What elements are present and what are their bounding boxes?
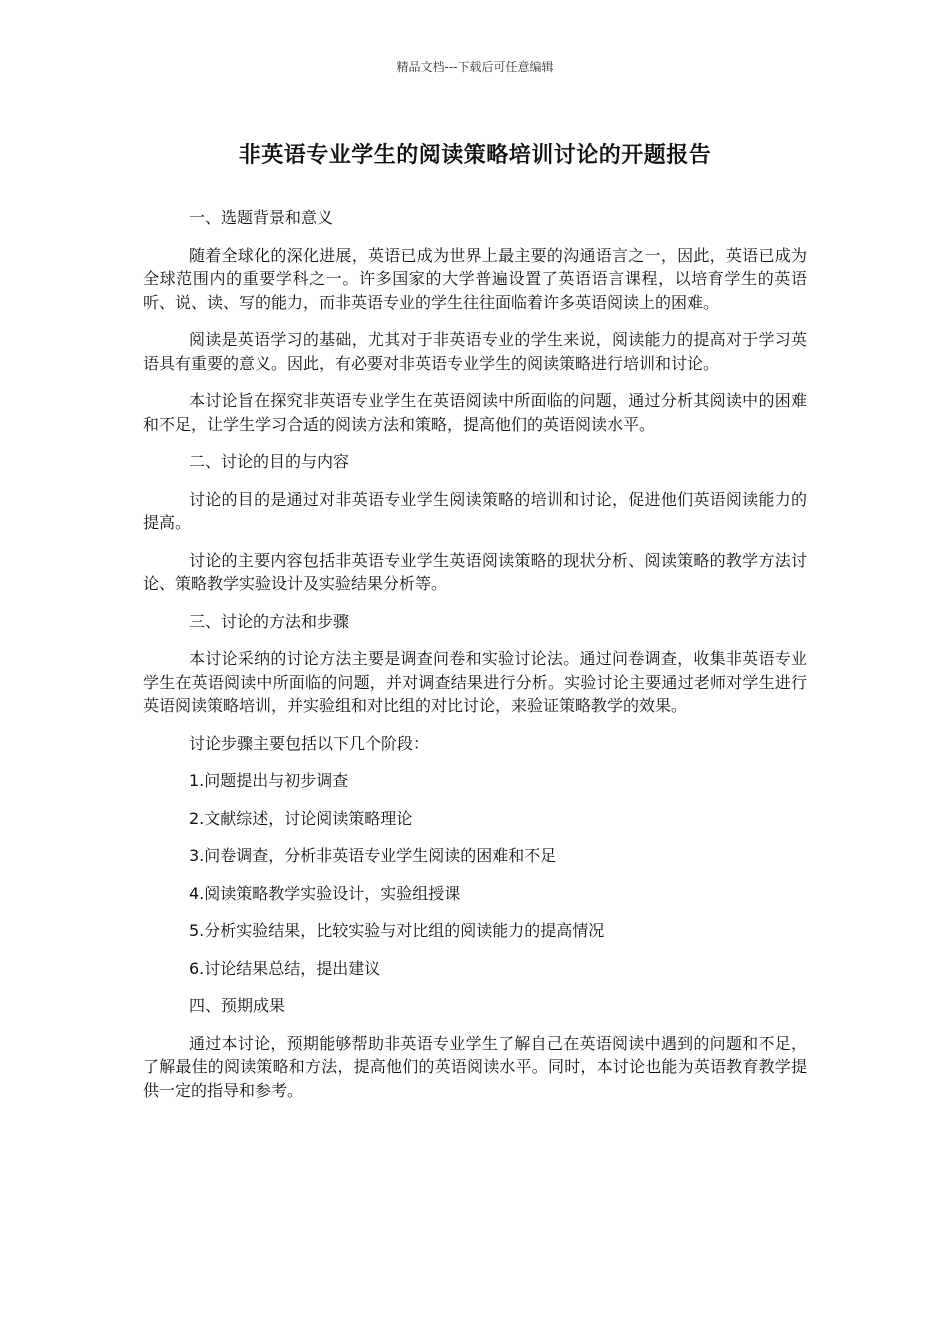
paragraph: 讨论的目的是通过对非英语专业学生阅读策略的培训和讨论，促进他们英语阅读能力的提高。	[143, 489, 807, 532]
section-methods	[143, 610, 807, 981]
section-heading: 三、讨论的方法和步骤	[189, 611, 350, 631]
document-body	[143, 206, 807, 1116]
document-title: 非英语专业学生的阅读策略培训讨论的开题报告	[238, 143, 712, 168]
paragraph: 通过本讨论，预期能够帮助非英语专业学生了解自己在英语阅读中遇到的问题和不足，了解最佳的阅读策略和方法，提高他们的英语阅读水平。同时，本讨论也能为英语教育教学提供一定的指导和参考。	[143, 1033, 807, 1100]
header-note: 精品文档---下载后可任意编辑	[396, 60, 554, 74]
step-item: 3.问卷调查，分析非英语专业学生阅读的困难和不足	[189, 846, 557, 865]
paragraph: 本讨论采纳的讨论方法主要是调查问卷和实验讨论法。通过问卷调查，收集非英语专业学生在英语阅读中所面临的问题，并对调查结果进行分析。实验讨论主要通过老师对学生进行英语阅读策略培训，并实验组和对比组的对比讨论，来验证策略教学的效果。	[143, 649, 807, 715]
section-background	[143, 206, 807, 436]
step-item: 1.问题提出与初步调查	[189, 771, 349, 790]
paragraph: 阅读是英语学习的基础，尤其对于非英语专业的学生来说，阅读能力的提高对于学习英语具有重要的意义。因此，有必要对非英语专业学生的阅读策略进行培训和讨论。	[143, 330, 807, 373]
step-item: 6.讨论结果总结，提出建议	[189, 958, 381, 978]
step-item: 5.分析实验结果，比较实验与对比组的阅读能力的提高情况	[189, 921, 605, 940]
section-heading: 二、讨论的目的与内容	[189, 452, 350, 471]
step-item: 4.阅读策略教学实验设计，实验组授课	[189, 883, 461, 903]
section-heading: 一、选题背景和意义	[189, 208, 334, 227]
section-expected-results	[143, 994, 807, 1102]
paragraph: 讨论步骤主要包括以下几个阶段：	[189, 733, 430, 753]
paragraph: 讨论的主要内容包括非英语专业学生英语阅读策略的现状分析、阅读策略的教学方法讨论、策略教学实验设计及实验结果分析等。	[143, 550, 807, 593]
section-purpose	[143, 450, 807, 596]
paragraph: 本讨论旨在探究非英语专业学生在英语阅读中所面临的问题，通过分析其阅读中的困难和不足，让学生学习合适的阅读方法和策略，提高他们的英语阅读水平。	[143, 391, 807, 434]
paragraph: 随着全球化的深化进展，英语已成为世界上最主要的沟通语言之一，因此，英语已成为全球范围内的重要学科之一。许多国家的大学普遍设置了英语语言课程，以培育学生的英语听、说、读、写的能力，而非英语专业的学生往往面临着许多英语阅读上的困难。	[143, 245, 807, 312]
section-heading: 四、预期成果	[189, 996, 286, 1015]
step-item: 2.文献综述，讨论阅读策略理论	[189, 808, 413, 828]
